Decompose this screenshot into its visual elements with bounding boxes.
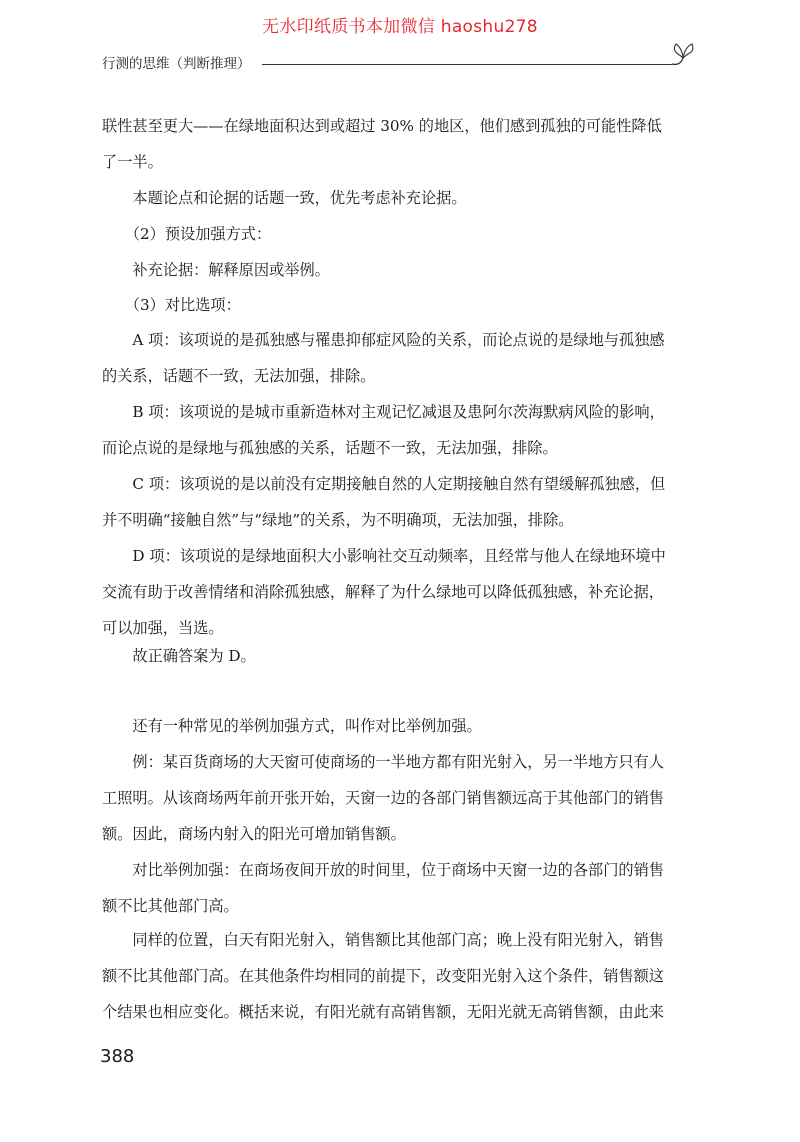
paragraph xyxy=(102,708,702,744)
paragraph xyxy=(102,216,702,252)
text-line: 还有一种常见的举例加强方式，叫作对比举例加强。 xyxy=(102,717,482,735)
sprout-icon xyxy=(668,36,698,70)
text-line: C 项：该项说的是以前没有定期接触自然的人定期接触自然有望缓解孤独感，但 xyxy=(102,475,666,493)
paragraph xyxy=(102,180,702,216)
text-line: 的关系，话题不一致，无法加强，排除。 xyxy=(102,367,376,385)
text-line: A 项：该项说的是孤独感与罹患抑郁症风险的关系，而论点说的是绿地与孤独感 xyxy=(102,331,665,349)
text-line: 额不比其他部门高。 xyxy=(102,897,239,915)
text-line: 并不明确“接触自然”与“绿地”的关系，为不明确项，无法加强，排除。 xyxy=(102,511,574,529)
watermark-text: 无水印纸质书本加微信 haoshu278 xyxy=(262,17,538,37)
paragraph xyxy=(102,922,702,1030)
paragraph xyxy=(102,252,702,288)
text-line: 交流有助于改善情绪和消除孤独感，解释了为什么绿地可以降低孤独感，补充论据， xyxy=(102,583,664,601)
text-line: 例：某百货商场的大天窗可使商场的一半地方都有阳光射入，另一半地方只有人 xyxy=(102,753,664,771)
text-line: 额。因此，商场内射入的阳光可增加销售额。 xyxy=(102,825,406,843)
text-line: 对比举例加强：在商场夜间开放的时间里，位于商场中天窗一边的各部门的销售 xyxy=(102,861,664,879)
text-line: 了一半。 xyxy=(102,153,163,171)
text-line: B 项：该项说的是城市重新造林对主观记忆减退及患阿尔茨海默病风险的影响， xyxy=(102,403,665,421)
paragraph xyxy=(102,287,702,323)
text-line: 而论点说的是绿地与孤独感的关系，话题不一致，无法加强，排除。 xyxy=(102,439,558,457)
example-paragraph xyxy=(102,744,702,852)
page-number: 388 xyxy=(100,1046,135,1067)
text-line: （3）对比选项： xyxy=(102,296,241,314)
text-line: 联性甚至更大——在绿地面积达到或超过 30% 的地区，他们感到孤独的可能性降低 xyxy=(102,117,662,135)
answer-paragraph xyxy=(102,638,702,674)
paragraph xyxy=(102,108,702,180)
text-line: 可以加强，当选。 xyxy=(102,619,224,637)
text-line: （2）预设加强方式： xyxy=(102,225,272,243)
text-line: 补充论据：解释原因或举例。 xyxy=(102,261,330,279)
paragraph xyxy=(102,852,702,924)
text-line: 本题论点和论据的话题一致，优先考虑补充论据。 xyxy=(102,189,467,207)
header-rule xyxy=(262,64,672,65)
text-line: 同样的位置，白天有阳光射入，销售额比其他部门高；晚上没有阳光射入，销售 xyxy=(102,931,664,949)
option-a-paragraph xyxy=(102,322,702,394)
text-line: 工照明。从该商场两年前开张开始，天窗一边的各部门销售额远高于其他部门的销售 xyxy=(102,789,664,807)
running-head: 行测的思维（判断推理） xyxy=(102,56,251,72)
text-line: 故正确答案为 D。 xyxy=(102,647,256,665)
text-line: 个结果也相应变化。概括来说，有阳光就有高销售额，无阳光就无高销售额，由此来 xyxy=(102,1003,664,1021)
option-b-paragraph xyxy=(102,394,702,466)
text-line: D 项：该项说的是绿地面积大小影响社交互动频率，且经常与他人在绿地环境中 xyxy=(102,547,666,565)
option-c-paragraph xyxy=(102,466,702,538)
option-d-paragraph xyxy=(102,538,702,646)
text-line: 额不比其他部门高。在其他条件均相同的前提下，改变阳光射入这个条件，销售额这 xyxy=(102,967,664,985)
